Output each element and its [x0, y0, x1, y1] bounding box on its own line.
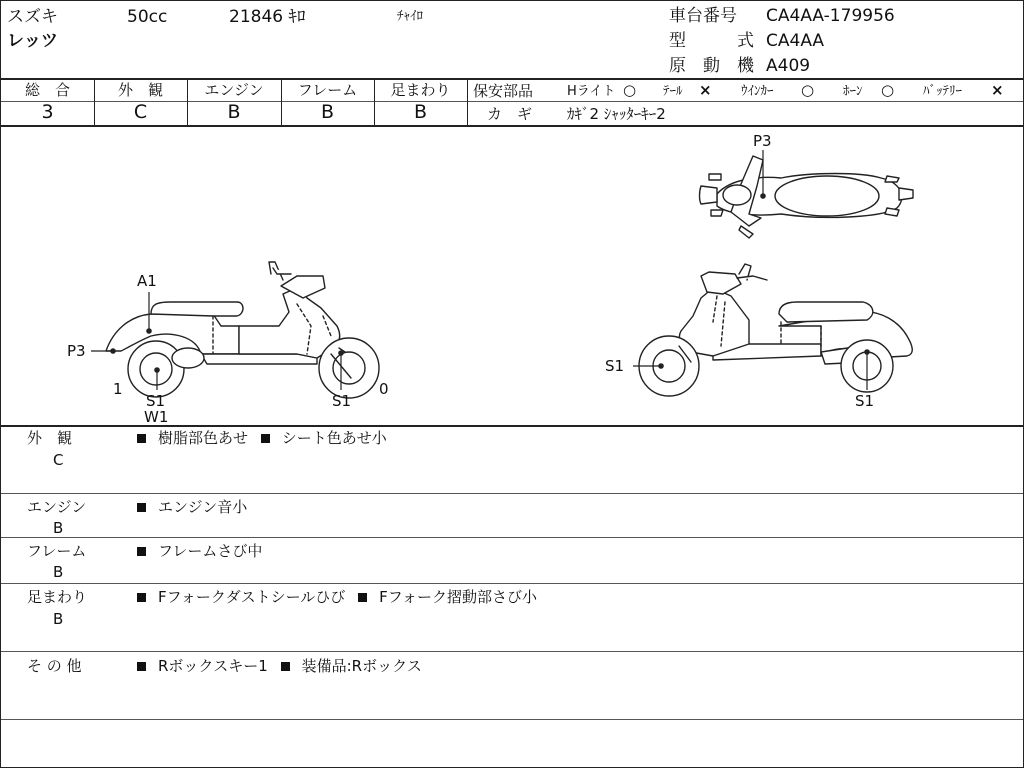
- divider: [1, 493, 1023, 494]
- divider: [1, 583, 1023, 584]
- remark-items-exterior: [137, 428, 395, 448]
- mileage: 21846 ｷﾛ: [229, 7, 306, 27]
- type-label-1: 型: [669, 31, 686, 51]
- maker: スズキ: [7, 7, 58, 27]
- safety-horn-label: ﾎｰﾝ: [843, 84, 863, 99]
- damage-diagram: [1, 126, 1023, 426]
- engine-label-3: 機: [737, 56, 754, 76]
- remark-grade-exterior: C: [53, 451, 64, 469]
- safety-battery-mark: ×: [991, 81, 1004, 99]
- remark-items-engine: [137, 497, 255, 517]
- remark-label-exterior: 外 観: [27, 429, 73, 447]
- grade-value-overall: 3: [41, 101, 54, 123]
- label-s1-rear-right: S1: [855, 392, 875, 410]
- grade-label-engine: エンジン: [204, 81, 264, 99]
- grade-value-suspension: B: [413, 101, 428, 123]
- remark-item: 樹脂部色あせ: [158, 429, 249, 447]
- remark-items-frame: [137, 541, 270, 561]
- engine-value: A409: [766, 56, 811, 76]
- remark-item: Rボックスキー1: [158, 657, 268, 675]
- displacement: 50cc: [127, 7, 168, 27]
- type-label-2: 式: [737, 31, 754, 51]
- divider: [1, 537, 1023, 538]
- grade-value-frame: B: [320, 101, 335, 123]
- divider: [467, 79, 468, 125]
- bullet-icon: [137, 503, 146, 512]
- safety-title: 保安部品: [473, 82, 534, 100]
- chassis-value: CA4AA-179956: [766, 6, 895, 26]
- safety-tail-label: ﾃｰﾙ: [663, 84, 683, 99]
- safety-winker-label: ｳｲﾝｶｰ: [741, 84, 774, 99]
- remark-label-engine: エンジン: [27, 498, 87, 516]
- label-num-0: 0: [379, 380, 389, 398]
- divider: [1, 719, 1023, 720]
- divider: [1, 651, 1023, 652]
- divider: [1, 425, 1023, 427]
- remark-items-suspension: [137, 587, 545, 607]
- chassis-label: 車台番号: [669, 6, 737, 26]
- engine-label-2: 動: [703, 56, 720, 76]
- label-s1-rear-left: S1: [146, 392, 166, 410]
- key-value: ｶｷﾞ2 ｼｬｯﾀｰｷｰ2: [567, 105, 666, 123]
- remark-item: 装備品:Rボックス: [301, 657, 422, 675]
- label-p3-left: P3: [67, 342, 86, 360]
- safety-headlight-mark: ○: [623, 81, 637, 99]
- label-w1: W1: [144, 408, 169, 426]
- safety-headlight-label: Hライト: [567, 84, 616, 99]
- bullet-icon: [358, 593, 367, 602]
- grade-label-overall: 総 合: [24, 81, 70, 99]
- label-p3-top: P3: [753, 132, 772, 150]
- type-value: CA4AA: [766, 31, 825, 51]
- key-label: カ ギ: [487, 105, 533, 123]
- remark-item: Fフォークダストシールひび: [158, 588, 346, 606]
- label-a1: A1: [137, 272, 157, 290]
- remark-grade-engine: B: [53, 519, 64, 537]
- bullet-icon: [137, 662, 146, 671]
- model-name: レッツ: [7, 31, 58, 51]
- bullet-icon: [261, 434, 270, 443]
- bullet-icon: [137, 434, 146, 443]
- scooter-right-view: [639, 264, 912, 396]
- bullet-icon: [137, 547, 146, 556]
- grade-value-exterior: C: [133, 101, 148, 123]
- remark-grade-frame: B: [53, 563, 64, 581]
- bullet-icon: [137, 593, 146, 602]
- grade-label-frame: フレーム: [297, 81, 358, 99]
- label-num-1: 1: [113, 380, 123, 398]
- remark-item: Fフォーク摺動部さび小: [379, 588, 537, 606]
- remark-label-frame: フレーム: [27, 542, 87, 560]
- safety-horn-mark: ○: [881, 81, 895, 99]
- remark-item: エンジン音小: [158, 498, 248, 516]
- remark-label-other: そ の 他: [27, 657, 82, 675]
- remark-items-other: [137, 656, 430, 676]
- remark-item: フレームさび中: [158, 542, 263, 560]
- remark-label-suspension: 足まわり: [27, 588, 88, 606]
- scooter-top-view: [700, 156, 914, 238]
- bullet-icon: [281, 662, 290, 671]
- safety-winker-mark: ○: [801, 81, 815, 99]
- grade-label-suspension: 足まわり: [390, 81, 451, 99]
- color: ﾁｬｲﾛ: [397, 9, 423, 24]
- remark-grade-suspension: B: [53, 610, 64, 628]
- label-s1-front-left: S1: [332, 392, 352, 410]
- label-s1-front-right: S1: [605, 357, 625, 375]
- safety-battery-label: ﾊﾞｯﾃﾘｰ: [923, 84, 962, 99]
- engine-label-1: 原: [669, 56, 686, 76]
- remark-item: シート色あせ小: [281, 429, 387, 447]
- grade-value-engine: B: [227, 101, 241, 123]
- safety-tail-mark: ×: [699, 81, 712, 99]
- grade-label-exterior: 外 観: [117, 81, 163, 99]
